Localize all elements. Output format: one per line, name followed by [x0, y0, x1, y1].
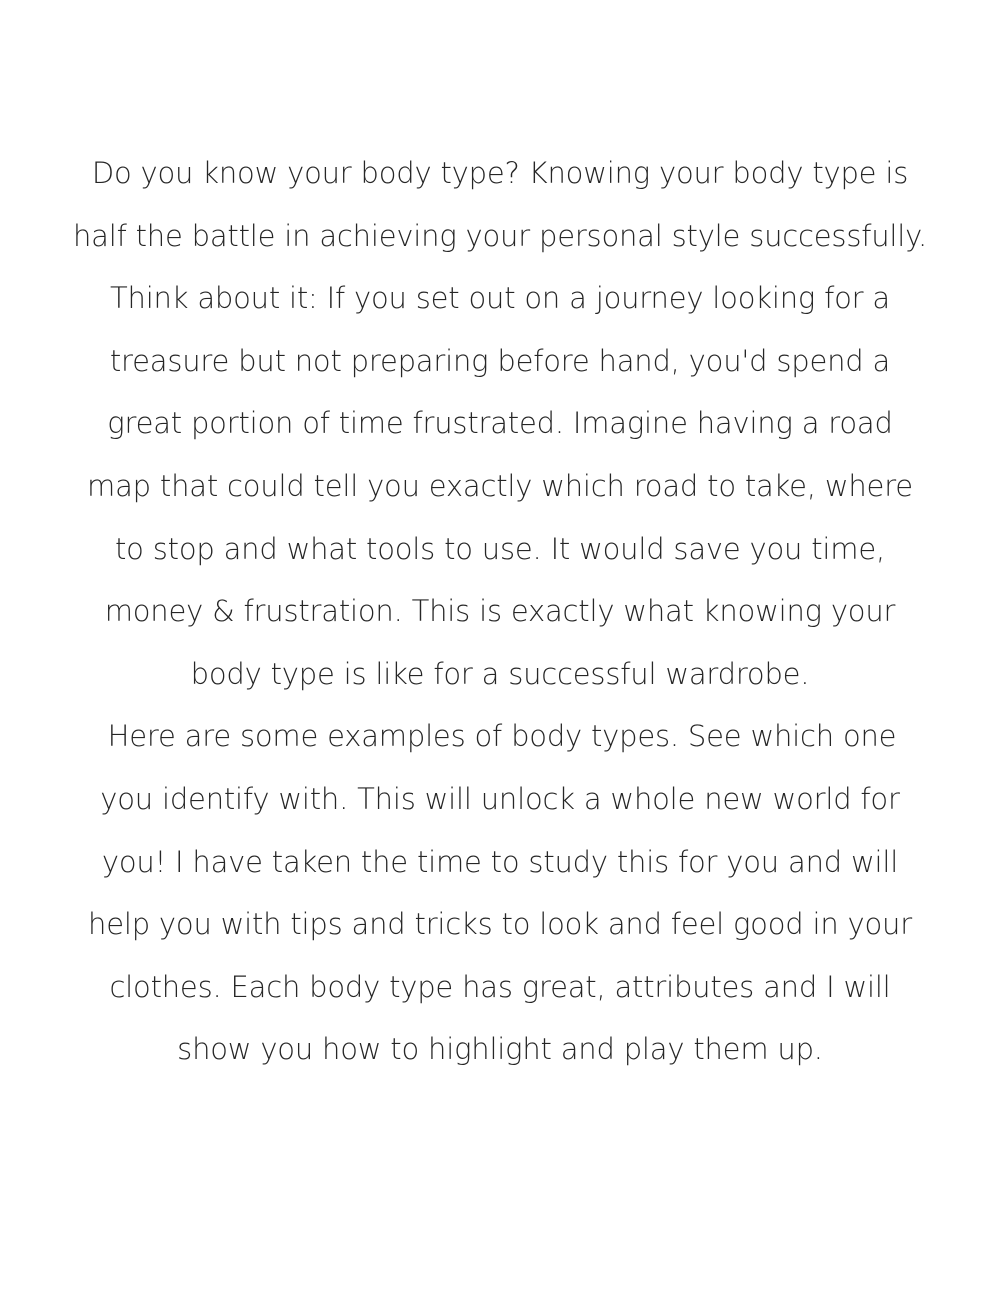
text-line: you! I have taken the time to study this for you and will: [101, 844, 899, 879]
text-line: you identify with. This will unlock a whole new world for: [100, 781, 900, 816]
text-line: help you with tips and tricks to look and feel good in your: [88, 907, 912, 942]
text-line: half the battle in achieving your personal style successfully.: [73, 218, 927, 253]
text-line: body type is like for a successful wardrobe.: [190, 656, 810, 691]
body-text: [60, 142, 940, 1081]
text-line: Do you know your body type? Knowing your body type is: [91, 156, 909, 190]
text-line: show you how to highlight and play them up.: [177, 1032, 823, 1067]
text-line: to stop and what tools to use. It would save you time,: [115, 531, 885, 566]
text-line: Think about it: If you set out on a journey looking for a: [110, 281, 890, 316]
text-line: treasure but not preparing before hand, you'd spend a: [109, 343, 891, 378]
text-line: map that could tell you exactly which road to take, where: [87, 468, 913, 503]
text-line: money & frustration. This is exactly what knowing your: [104, 594, 896, 629]
text-line: great portion of time frustrated. Imagine having a road: [107, 406, 893, 441]
text-line: clothes. Each body type has great, attributes and I will: [109, 969, 891, 1004]
text-line: Here are some examples of body types. See which one: [107, 719, 897, 754]
